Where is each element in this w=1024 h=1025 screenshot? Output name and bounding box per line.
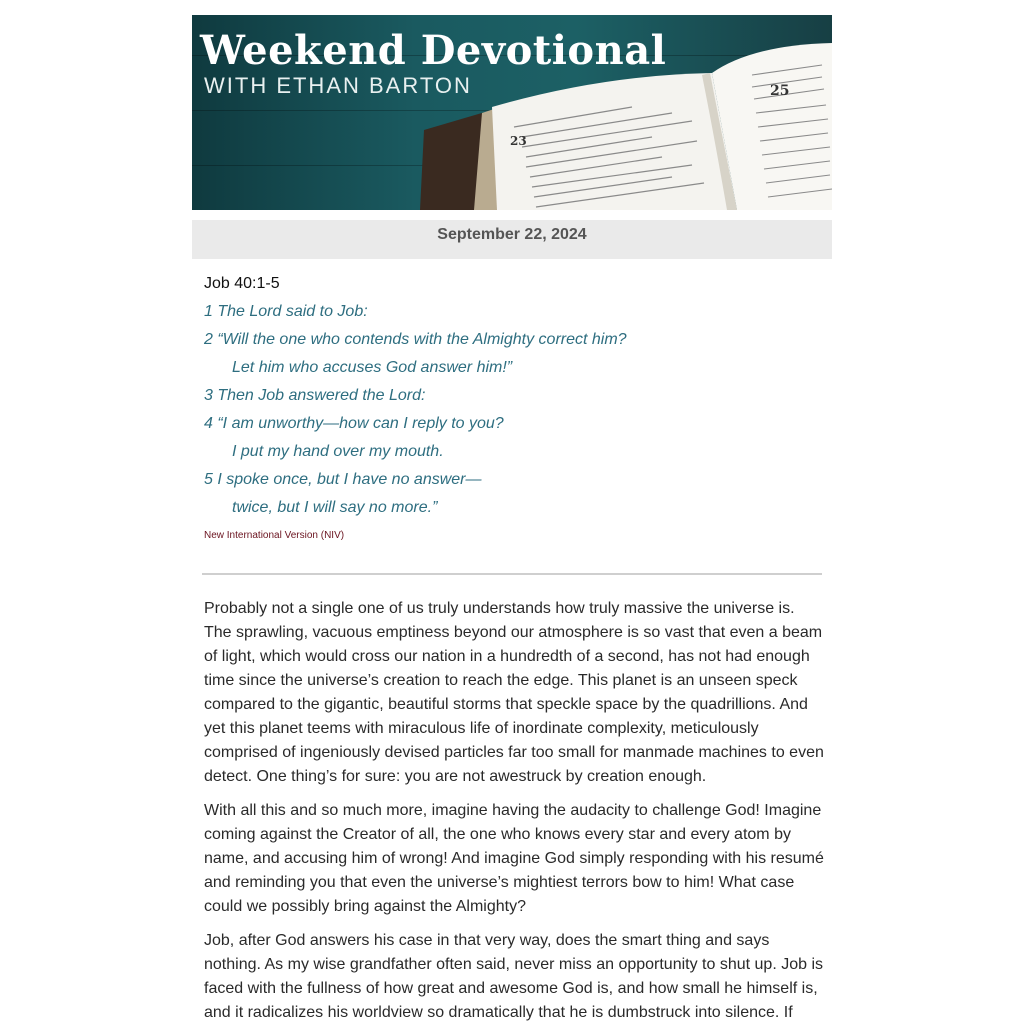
bible-version-label: New International Version (NIV) (204, 530, 345, 541)
body-paragraph: With all this and so much more, imagine having the audacity to challenge God! Imagine coming against the Creator of all, the one who knows every star and every atom by name, and accusing him of wrong! And imagine God simply responding with his resumé and reminding you that even the universe’s mightiest terrors bow to him! What case could we possibly bring against the Almighty? (204, 802, 824, 915)
verse-line: 4 “I am unworthy—how can I reply to you? (204, 415, 504, 432)
scripture-reference: Job 40:1-5 (204, 275, 280, 292)
verse-line: twice, but I will say no more.” (232, 499, 438, 516)
header-title: Weekend Devotional (200, 27, 667, 74)
devotional-date: September 22, 2024 (437, 226, 587, 243)
header-banner (192, 15, 832, 210)
svg-text:23: 23 (510, 134, 527, 148)
body-paragraph: Job, after God answers his case in that very way, does the smart thing and says nothing. As my wise grandfather often said, never miss an opportunity to shut up. Job is faced with the fullness of how great and awesome God is, and how small he himself is, and it radicalizes his worldview so dramatically that he is dumbstruck into silence. If (204, 932, 824, 1021)
section-divider (202, 573, 822, 575)
verse-line: 1 The Lord said to Job: (204, 303, 368, 320)
body-paragraph: Probably not a single one of us truly understands how truly massive the universe is. The sprawling, vacuous emptiness beyond our atmosphere is so vast that even a beam of light, which would cross our nation in a hundredth of a second, has not had enough time since the universe’s creation to reach the edge. This planet is an unseen speck compared to the gigantic, beautiful storms that speckle space by the quadrillions. And yet this planet teems with miraculous life of inordinate complexity, meticulously comprised of ingeniously devised particles far too small for manmade machines to even detect. One thing’s for sure: you are not awestruck by creation enough. (204, 600, 824, 785)
verse-line: Let him who accuses God answer him!” (232, 359, 513, 376)
header-subtitle: WITH ETHAN BARTON (204, 73, 472, 98)
verse-line: I put my hand over my mouth. (232, 443, 444, 460)
svg-text:25: 25 (770, 83, 790, 99)
verse-line: 3 Then Job answered the Lord: (204, 387, 426, 404)
verse-line: 5 I spoke once, but I have no answer— (204, 471, 482, 488)
date-bar (192, 220, 832, 259)
verse-line: 2 “Will the one who contends with the Almighty correct him? (204, 331, 627, 348)
